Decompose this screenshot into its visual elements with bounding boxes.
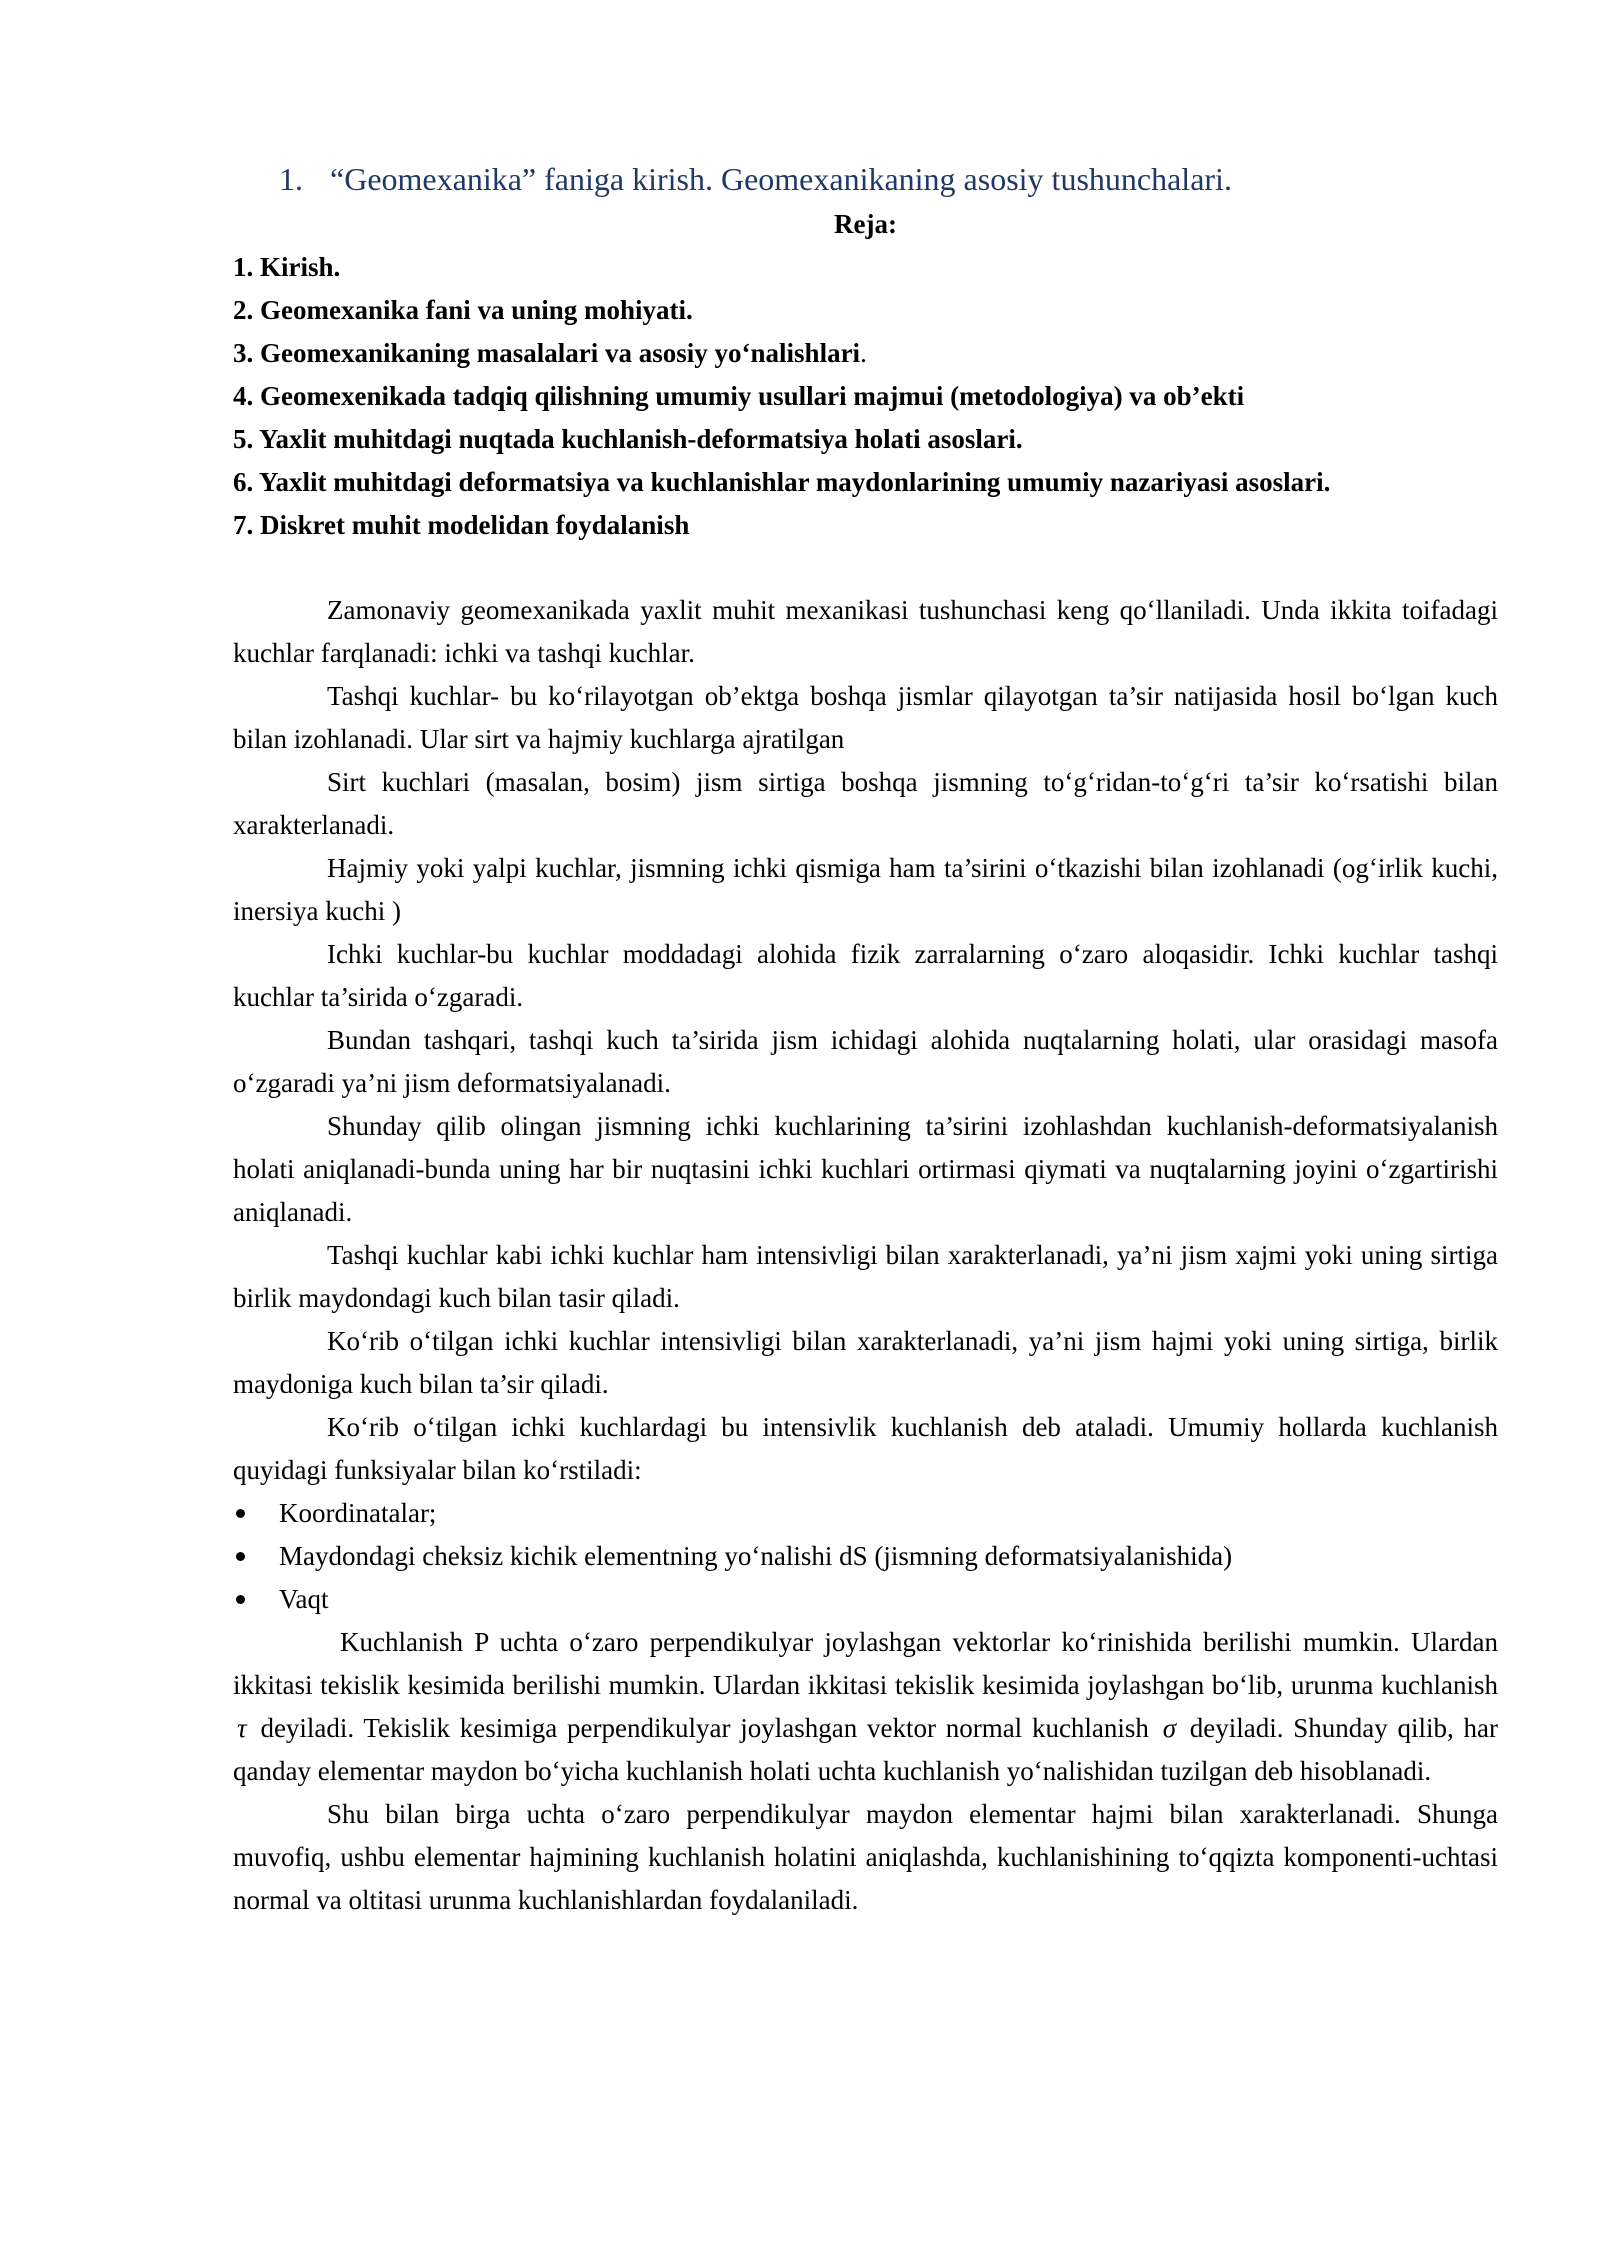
bullet-icon [236, 1509, 245, 1518]
body-paragraph: Shunday qilib olingan jismning ichki kuchlarining ta’sirini izohlashdan kuchlanish-deformatsiyalanish holati aniqlanadi-bunda uning har bir nuqtasini ichki kuchlari ortirmasi qiymati va nuqtalarning joyini o‘zgartirishi aniqlanadi. [233, 1111, 1498, 1227]
plan-heading: Reja: [834, 209, 897, 239]
bullet-item: Koordinatalar; [233, 1492, 1498, 1535]
body-paragraph: Shu bilan birga uchta o‘zaro perpendikulyar maydon elementar hajmi bilan xarakterlanadi. Shunga muvofiq, ushbu elementar hajmining kuchlanish holatini aniqlashda, kuchlanishining to‘qqizta komponenti-uchtasi normal va oltitasi urunma kuchlanishlardan foydalaniladi. [233, 1799, 1498, 1915]
bullet-icon [236, 1552, 245, 1561]
plan-item: 5. Yaxlit muhitdagi nuqtada kuchlanish-deformatsiya holati asoslari. [233, 424, 1023, 454]
bullet-item: Maydondagi cheksiz kichik elementning yo‘nalishi dS (jismning deformatsiyalanishida) [233, 1535, 1498, 1578]
title-text: “Geomexanika” faniga kirish. Geomexanikaning asosiy tushunchalari. [330, 161, 1232, 197]
sigma-symbol: σ [1162, 1713, 1177, 1743]
bullet-item: Vaqt [233, 1578, 1498, 1621]
bullet-icon [236, 1595, 245, 1604]
plan-list [233, 246, 1498, 547]
tau-symbol: τ [237, 1713, 247, 1743]
bullet-list [233, 1492, 1498, 1621]
plan-item: 6. Yaxlit muhitdagi deformatsiya va kuchlanishlar maydonlarining umumiy nazariyasi asoslari. [233, 467, 1331, 497]
document-page [233, 155, 1498, 1922]
plan-item: 2. Geomexanika fani va uning mohiyati. [233, 295, 693, 325]
plan-item: 7. Diskret muhit modelidan foydalanish [233, 510, 690, 540]
plan-item: 3. Geomexanikaning masalalari va asosiy yo‘nalishlari. [233, 338, 867, 368]
stress-paragraph: Kuchlanish P uchta o‘zaro perpendikulyar joylashgan vektorlar ko‘rinishida berilishi mumkin. Ulardan ikkitasi tekislik kesimida berilishi mumkin. Ulardan ikkitasi tekislik kesimida joylashgan bo‘lib, urunma kuchlanish τ deyiladi. Tekislik kesimiga perpendikulyar joylashgan vektor normal kuchlanish σ deyiladi. Shunday qilib, har qanday elementar maydon bo‘yicha kuchlanish holati uchta kuchlanish yo‘nalishidan tuzilgan deb hisoblanadi. [233, 1627, 1499, 1786]
page-title [233, 155, 1498, 203]
body-paragraph: Tashqi kuchlar- bu ko‘rilayotgan ob’ektga boshqa jismlar qilayotgan ta’sir natijasida hosil bo‘lgan kuch bilan izohlanadi. Ular sirt va hajmiy kuchlarga ajratilgan [233, 681, 1498, 754]
plan-item: 1. Kirish. [233, 252, 341, 282]
body-paragraph: Ko‘rib o‘tilgan ichki kuchlar intensivligi bilan xarakterlanadi, ya’ni jism hajmi yoki uning sirtiga, birlik maydoniga kuch bilan ta’sir qiladi. [233, 1326, 1498, 1399]
body-paragraph: Tashqi kuchlar kabi ichki kuchlar ham intensivligi bilan xarakterlanadi, ya’ni jism xajmi yoki uning sirtiga birlik maydondagi kuch bilan tasir qiladi. [233, 1240, 1498, 1313]
title-number: 1. [279, 161, 303, 197]
body-paragraph: Bundan tashqari, tashqi kuch ta’sirida jism ichidagi alohida nuqtalarning holati, ular orasidagi masofa o‘zgaradi ya’ni jism deformatsiyalanadi. [233, 1025, 1498, 1098]
body-paragraph: Hajmiy yoki yalpi kuchlar, jismning ichki qismiga ham ta’sirini o‘tkazishi bilan izohlanadi (og‘irlik kuchi, inersiya kuchi ) [233, 853, 1498, 926]
body-paragraph: Ichki kuchlar-bu kuchlar moddadagi alohida fizik zarralarning o‘zaro aloqasidir. Ichki kuchlar tashqi kuchlar ta’sirida o‘zgaradi. [233, 939, 1498, 1012]
plan-item: 4. Geomexenikada tadqiq qilishning umumiy usullari majmui (metodologiya) va ob’ekti [233, 381, 1245, 411]
body-paragraph: Zamonaviy geomexanikada yaxlit muhit mexanikasi tushunchasi keng qo‘llaniladi. Unda ikkita toifadagi kuchlar farqlanadi: ichki va tashqi kuchlar. [233, 595, 1498, 668]
body-paragraph: Sirt kuchlari (masalan, bosim) jism sirtiga boshqa jismning to‘g‘ridan-to‘g‘ri ta’sir ko‘rsatishi bilan xarakterlanadi. [233, 767, 1498, 840]
body-paragraph: Ko‘rib o‘tilgan ichki kuchlardagi bu intensivlik kuchlanish deb ataladi. Umumiy hollarda kuchlanish quyidagi funksiyalar bilan ko‘rstiladi: [233, 1412, 1498, 1485]
